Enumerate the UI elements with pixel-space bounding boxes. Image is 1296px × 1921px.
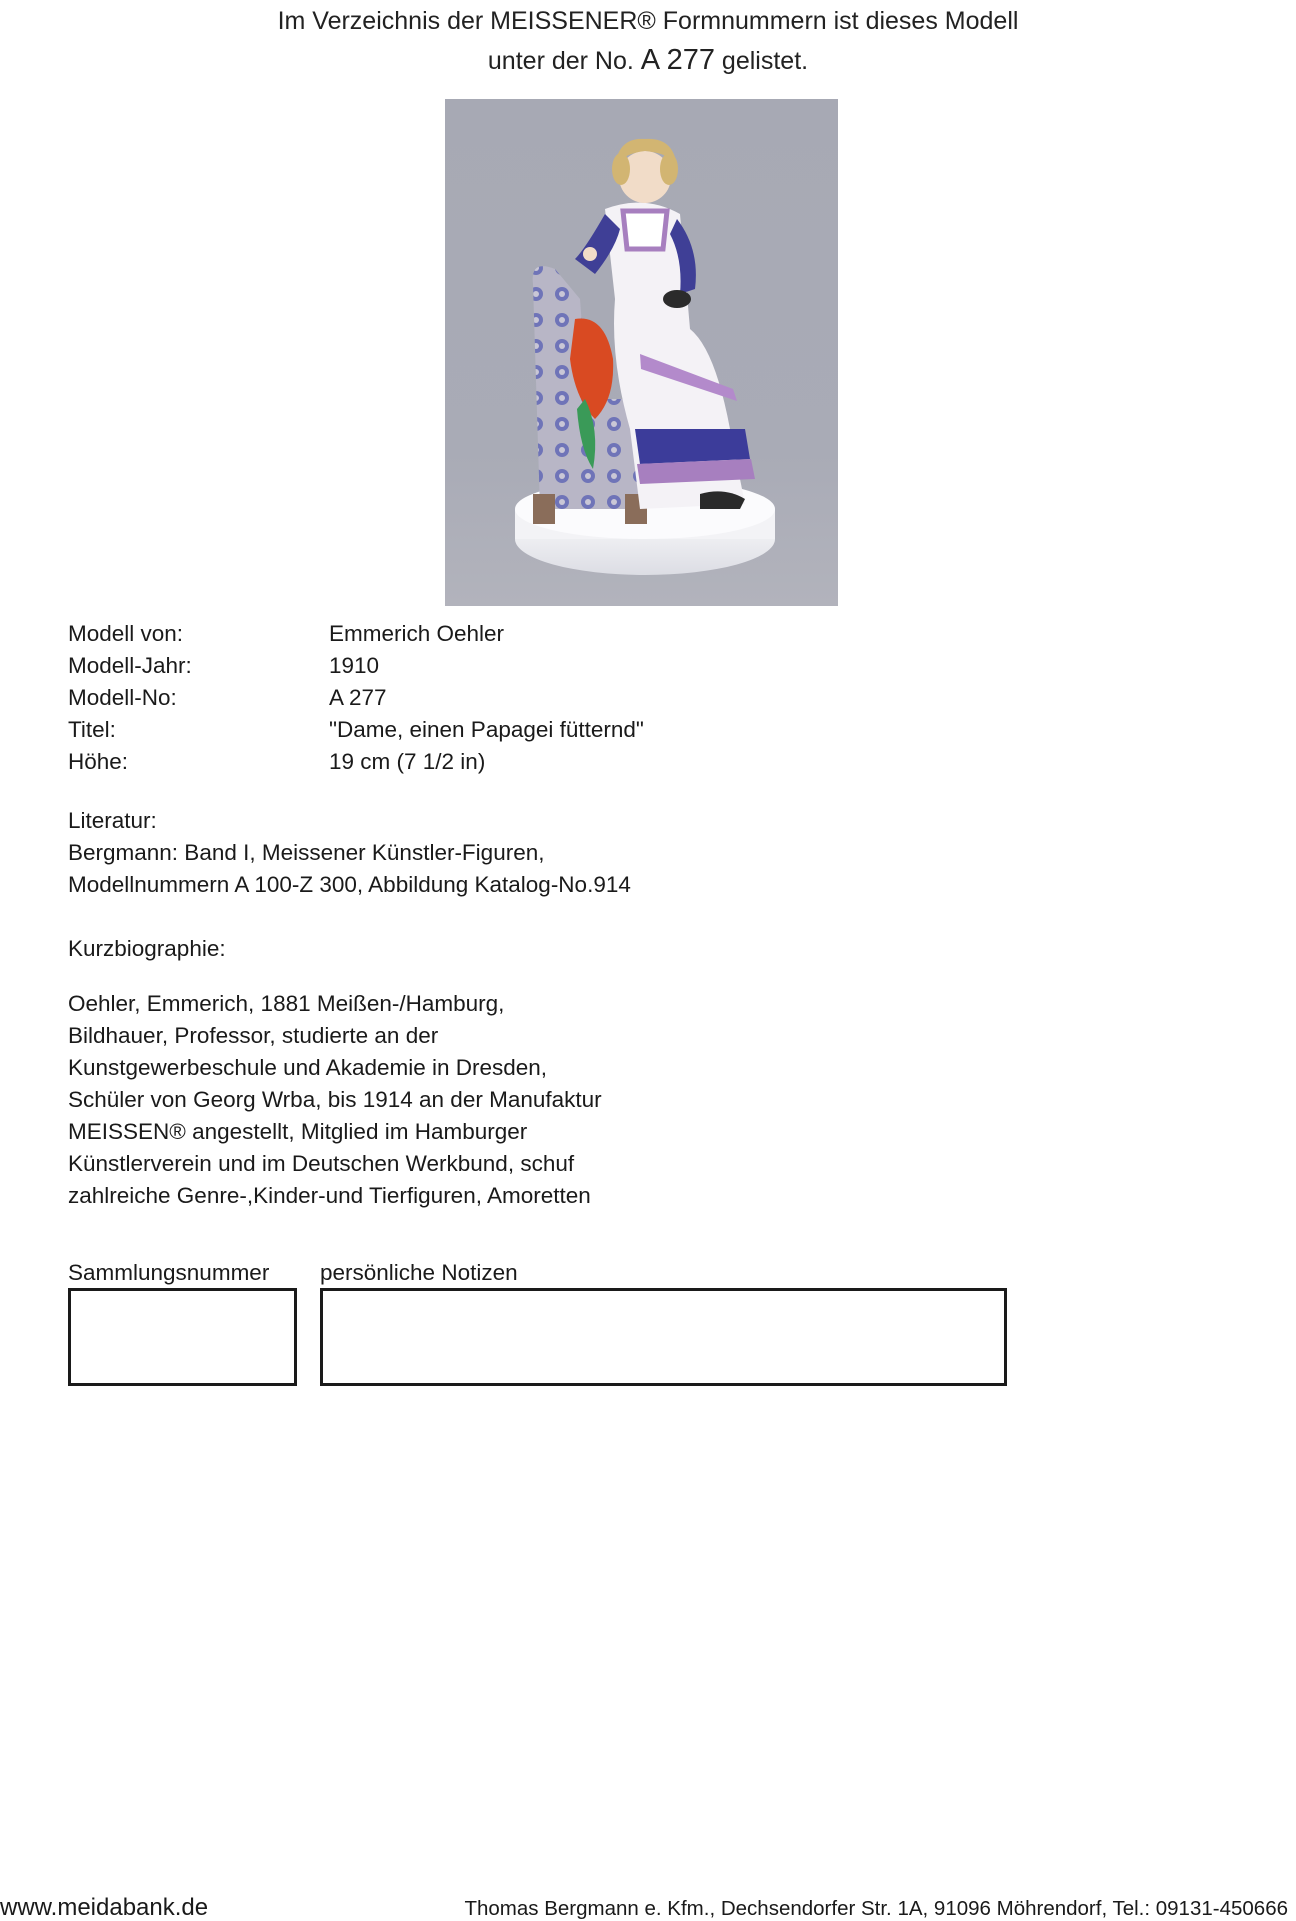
header-model-number: A 277 <box>640 44 715 76</box>
kurzbiographie-heading: Kurzbiographie: <box>68 936 226 961</box>
header-text <box>0 2 1296 81</box>
bio-line: Bildhauer, Professor, studierte an der <box>68 1023 439 1048</box>
personal-notes-label: persönliche Notizen <box>320 1260 518 1285</box>
header-line-2 <box>0 41 1296 81</box>
detail-label: Modell von: <box>68 621 184 646</box>
literatur-section <box>68 805 968 901</box>
detail-value: 19 cm (7 1/2 in) <box>329 749 486 774</box>
bio-line: zahlreiche Genre-,Kinder-und Tierfiguren, Amoretten <box>68 1183 591 1208</box>
detail-row-modell-von <box>68 618 868 650</box>
bio-line: Künstlerverein und im Deutschen Werkbund, schuf <box>68 1151 575 1176</box>
detail-value: A 277 <box>329 685 387 710</box>
header-prefix: unter der No. <box>487 47 634 75</box>
personal-notes-field[interactable] <box>320 1288 1007 1386</box>
collection-number-label: Sammlungsnummer <box>68 1260 270 1285</box>
website-link[interactable]: www.meidabank.de <box>0 1894 209 1921</box>
bio-line: Oehler, Emmerich, 1881 Meißen-/Hamburg, <box>68 991 505 1016</box>
detail-row-modell-no <box>68 682 868 714</box>
collection-number-field[interactable] <box>68 1288 297 1386</box>
figurine-illustration <box>445 99 838 606</box>
detail-label: Höhe: <box>68 749 129 774</box>
detail-label: Modell-No: <box>68 685 177 710</box>
header-suffix: gelistet. <box>721 47 809 75</box>
detail-value: 1910 <box>329 653 380 678</box>
detail-value: "Dame, einen Papagei fütternd" <box>329 717 644 742</box>
detail-row-modell-jahr <box>68 650 868 682</box>
bio-line: Schüler von Georg Wrba, bis 1914 an der Manufaktur <box>68 1087 602 1112</box>
detail-row-titel <box>68 714 868 746</box>
header-line-1: Im Verzeichnis der MEISSENER® Formnummern ist dieses Modell <box>277 7 1019 35</box>
bio-line: MEISSEN® angestellt, Mitglied im Hamburger <box>68 1119 528 1144</box>
kurzbiographie-text <box>68 988 968 1212</box>
detail-label: Modell-Jahr: <box>68 653 192 678</box>
literatur-line: Bergmann: Band I, Meissener Künstler-Figuren, <box>68 840 545 865</box>
model-details <box>68 618 868 778</box>
literatur-heading: Literatur: <box>68 808 157 833</box>
footer-address: Thomas Bergmann e. Kfm., Dechsendorfer Str. 1A, 91096 Möhrendorf, Tel.: 09131-450666 <box>464 1897 1288 1920</box>
bio-line: Kunstgewerbeschule und Akademie in Dresden, <box>68 1055 548 1080</box>
detail-value: Emmerich Oehler <box>329 621 505 646</box>
detail-row-hoehe <box>68 746 868 778</box>
figurine-photo <box>445 99 838 606</box>
detail-label: Titel: <box>68 717 116 742</box>
literatur-line: Modellnummern A 100-Z 300, Abbildung Katalog-No.914 <box>68 872 631 897</box>
